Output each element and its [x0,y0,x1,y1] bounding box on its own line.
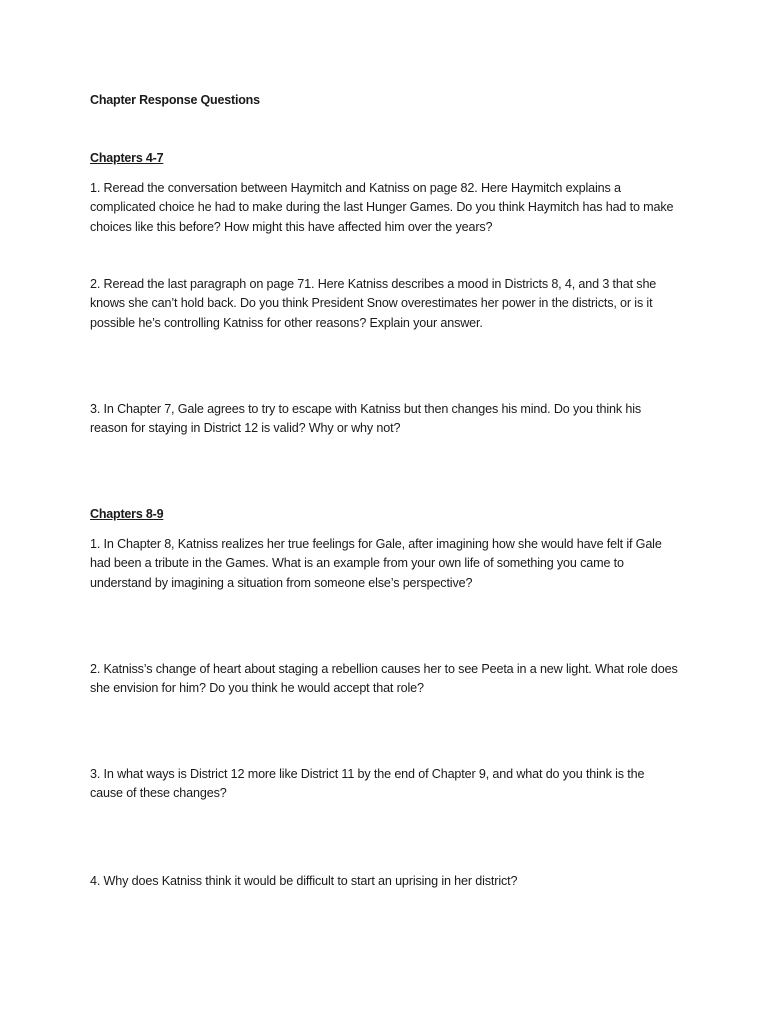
section-heading-chapters-8-9: Chapters 8-9 [90,507,164,521]
question-8-9-4: 4. Why does Katniss think it would be difficult to start an uprising in her district? [90,874,518,888]
question-8-9-1: 1. In Chapter 8, Katniss realizes her true feelings for Gale, after imagining how she would have felt if Gale had been a tribute in the Games. What is an example from your own life of something you came to understand by imagining a situation from someone else’s perspective? [90,537,662,590]
question-8-9-2: 2. Katniss’s change of heart about staging a rebellion causes her to see Peeta in a new light. What role does she envision for him? Do you think he would accept that role? [90,662,678,696]
document-title: Chapter Response Questions [90,93,260,107]
section-heading-chapters-4-7: Chapters 4-7 [90,151,164,165]
question-4-7-3: 3. In Chapter 7, Gale agrees to try to escape with Katniss but then changes his mind. Do you think his reason for staying in District 12 is valid? Why or why not? [90,402,642,436]
question-4-7-1: 1. Reread the conversation between Haymitch and Katniss on page 82. Here Haymitch explains a complicated choice he had to make during the last Hunger Games. Do you think Haymitch has had to make choices like this before? How might this have affected him over the years? [90,181,674,234]
question-8-9-3: 3. In what ways is District 12 more like District 11 by the end of Chapter 9, and what do you think is the cause of these changes? [90,767,645,801]
question-4-7-2: 2. Reread the last paragraph on page 71. Here Katniss describes a mood in Districts 8, 4, and 3 that she knows she can’t hold back. Do you think President Snow overestimates her power in the districts, or is it possible he’s controlling Katniss for other reasons? Explain your answer. [90,277,657,330]
